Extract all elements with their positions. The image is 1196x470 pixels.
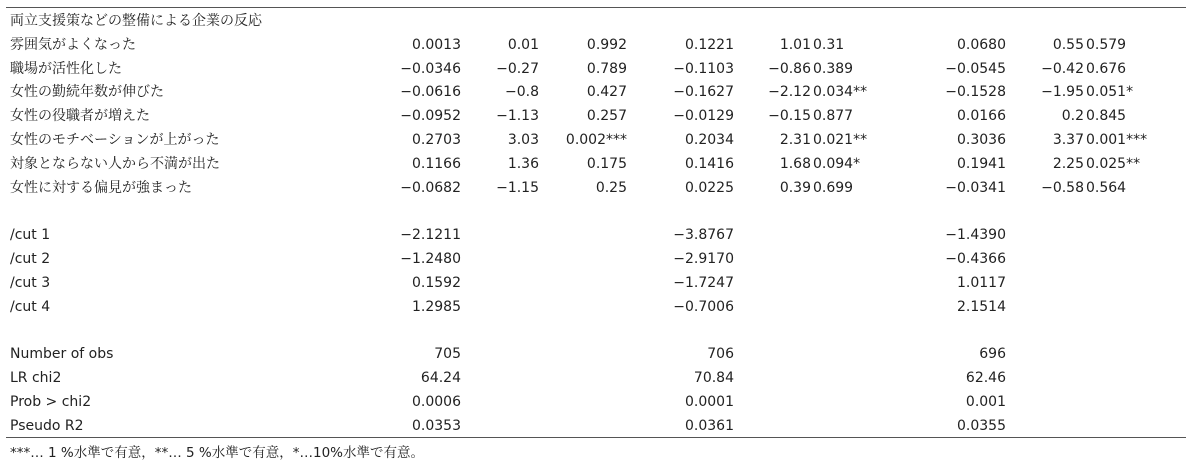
table-row [8, 34, 1188, 58]
table-row [8, 153, 1188, 177]
stat-value: 0.0353 [412, 417, 461, 434]
coef-cell: −0.0341 [945, 179, 1006, 196]
cut-row [8, 296, 1188, 320]
coef-cell: 0.1941 [957, 155, 1006, 172]
spacer-row [8, 200, 1188, 224]
coef-cell: 0.0166 [957, 108, 1006, 125]
cut-value: −2.1211 [400, 227, 461, 244]
coef-cell: −0.1103 [673, 60, 734, 77]
p-cell: 0.427 [586, 84, 627, 101]
p-cell: 0.025** [1086, 155, 1141, 172]
cut-value: 1.2985 [412, 298, 461, 315]
z-cell: 1.68 [779, 155, 811, 172]
stat-value: 0.0355 [957, 417, 1006, 434]
row-label: 女性の役職者が増えた [10, 108, 150, 125]
cut-row [8, 248, 1188, 272]
coef-cell: −0.0346 [400, 60, 461, 77]
coef-cell: 0.1221 [685, 36, 734, 53]
p-cell: 0.175 [586, 155, 627, 172]
coef-cell: −0.0545 [945, 60, 1006, 77]
p-cell: 0.389 [813, 60, 854, 77]
stat-value: 706 [707, 346, 734, 363]
table-title-row [8, 10, 1188, 34]
coef-cell: −0.0952 [400, 108, 461, 125]
significance-footnote: ***… 1 %水準で有意，**… 5 %水準で有意，*…10%水準で有意。 [10, 445, 425, 461]
table-row [8, 58, 1188, 82]
coef-cell: 0.0680 [957, 36, 1006, 53]
coef-cell: −0.1627 [673, 84, 734, 101]
z-cell: −0.15 [768, 108, 811, 125]
p-cell: 0.31 [813, 36, 845, 53]
p-cell: 0.845 [1086, 108, 1127, 125]
coef-cell: −0.0682 [400, 179, 461, 196]
row-label: 女性のモチベーションが上がった [10, 131, 220, 148]
coef-cell: 0.2703 [412, 131, 461, 148]
z-cell: 3.37 [1052, 131, 1084, 148]
z-cell: 0.39 [779, 179, 811, 196]
row-label: 女性の勤続年数が伸びた [10, 84, 164, 101]
p-cell: 0.676 [1086, 60, 1127, 77]
row-label: 対象とならない人から不満が出た [10, 155, 220, 172]
stat-label: Pseudo R2 [10, 417, 84, 434]
table-row [8, 177, 1188, 201]
stat-value: 0.001 [965, 393, 1006, 410]
stat-label: Number of obs [10, 346, 114, 363]
stat-value: 0.0006 [412, 393, 461, 410]
stat-value: 0.0001 [685, 393, 734, 410]
coef-cell: 0.0225 [685, 179, 734, 196]
cut-label: /cut 3 [10, 274, 51, 291]
z-cell: 2.25 [1052, 155, 1084, 172]
z-cell: 3.03 [507, 131, 539, 148]
cut-row [8, 224, 1188, 248]
cut-value: −3.8767 [673, 227, 734, 244]
cut-row [8, 272, 1188, 296]
p-cell: 0.021** [813, 131, 868, 148]
stat-value: 705 [434, 346, 461, 363]
p-cell: 0.002*** [565, 131, 627, 148]
cut-value: 0.1592 [412, 274, 461, 291]
p-cell: 0.789 [586, 60, 627, 77]
table-title: 両立支援策などの整備による企業の反応 [10, 13, 262, 29]
row-label: 職場が活性化した [10, 60, 122, 77]
coef-cell: 0.1416 [685, 155, 734, 172]
stat-row [8, 367, 1188, 391]
p-cell: 0.094* [813, 155, 861, 172]
cut-value: −1.4390 [945, 227, 1006, 244]
p-cell: 0.877 [813, 108, 854, 125]
cut-value: −1.2480 [400, 250, 461, 267]
row-label: 女性に対する偏見が強まった [10, 179, 192, 196]
stat-value: 0.0361 [685, 417, 734, 434]
stat-value: 62.46 [965, 369, 1006, 386]
table-row [8, 129, 1188, 153]
z-cell: −1.95 [1041, 84, 1084, 101]
z-cell: −0.86 [768, 60, 811, 77]
cut-label: /cut 4 [10, 298, 51, 315]
z-cell: −1.15 [496, 179, 539, 196]
p-cell: 0.25 [595, 179, 627, 196]
p-cell: 0.992 [586, 36, 627, 53]
coef-cell: 0.3036 [957, 131, 1006, 148]
p-cell: 0.001*** [1086, 131, 1148, 148]
z-cell: −0.8 [505, 84, 539, 101]
p-cell: 0.579 [1086, 36, 1127, 53]
z-cell: 0.55 [1052, 36, 1084, 53]
top-rule [6, 7, 1186, 8]
cut-label: /cut 1 [10, 227, 51, 244]
stat-value: 64.24 [420, 369, 461, 386]
row-label: 雰囲気がよくなった [10, 36, 136, 53]
z-cell: 0.2 [1061, 108, 1084, 125]
stat-value: 70.84 [693, 369, 734, 386]
bottom-rule [6, 437, 1186, 438]
cut-label: /cut 2 [10, 250, 51, 267]
spacer-row [8, 319, 1188, 343]
cut-value: −2.9170 [673, 250, 734, 267]
z-cell: −0.58 [1041, 179, 1084, 196]
p-cell: 0.034** [813, 84, 868, 101]
p-cell: 0.564 [1086, 179, 1127, 196]
coef-cell: 0.2034 [685, 131, 734, 148]
cut-value: 1.0117 [957, 274, 1006, 291]
z-cell: 1.01 [779, 36, 811, 53]
coef-cell: −0.0129 [673, 108, 734, 125]
z-cell: 0.01 [507, 36, 539, 53]
coef-cell: 0.1166 [412, 155, 461, 172]
coef-cell: 0.0013 [412, 36, 461, 53]
p-cell: 0.257 [586, 108, 627, 125]
table-row [8, 105, 1188, 129]
cut-value: −0.4366 [945, 250, 1006, 267]
cut-value: 2.1514 [957, 298, 1006, 315]
stat-row [8, 415, 1188, 439]
coef-cell: −0.0616 [400, 84, 461, 101]
stat-value: 696 [979, 346, 1006, 363]
stat-label: LR chi2 [10, 369, 62, 386]
cut-value: −0.7006 [673, 298, 734, 315]
p-cell: 0.699 [813, 179, 854, 196]
p-cell: 0.051* [1086, 84, 1134, 101]
coef-cell: −0.1528 [945, 84, 1006, 101]
stat-label: Prob > chi2 [10, 393, 92, 410]
stat-row [8, 391, 1188, 415]
cut-value: −1.7247 [673, 274, 734, 291]
table-row [8, 81, 1188, 105]
z-cell: 1.36 [507, 155, 539, 172]
z-cell: 2.31 [779, 131, 811, 148]
regression-table [8, 10, 1188, 438]
z-cell: −0.42 [1041, 60, 1084, 77]
z-cell: −0.27 [496, 60, 539, 77]
z-cell: −1.13 [496, 108, 539, 125]
stat-row [8, 343, 1188, 367]
z-cell: −2.12 [768, 84, 811, 101]
